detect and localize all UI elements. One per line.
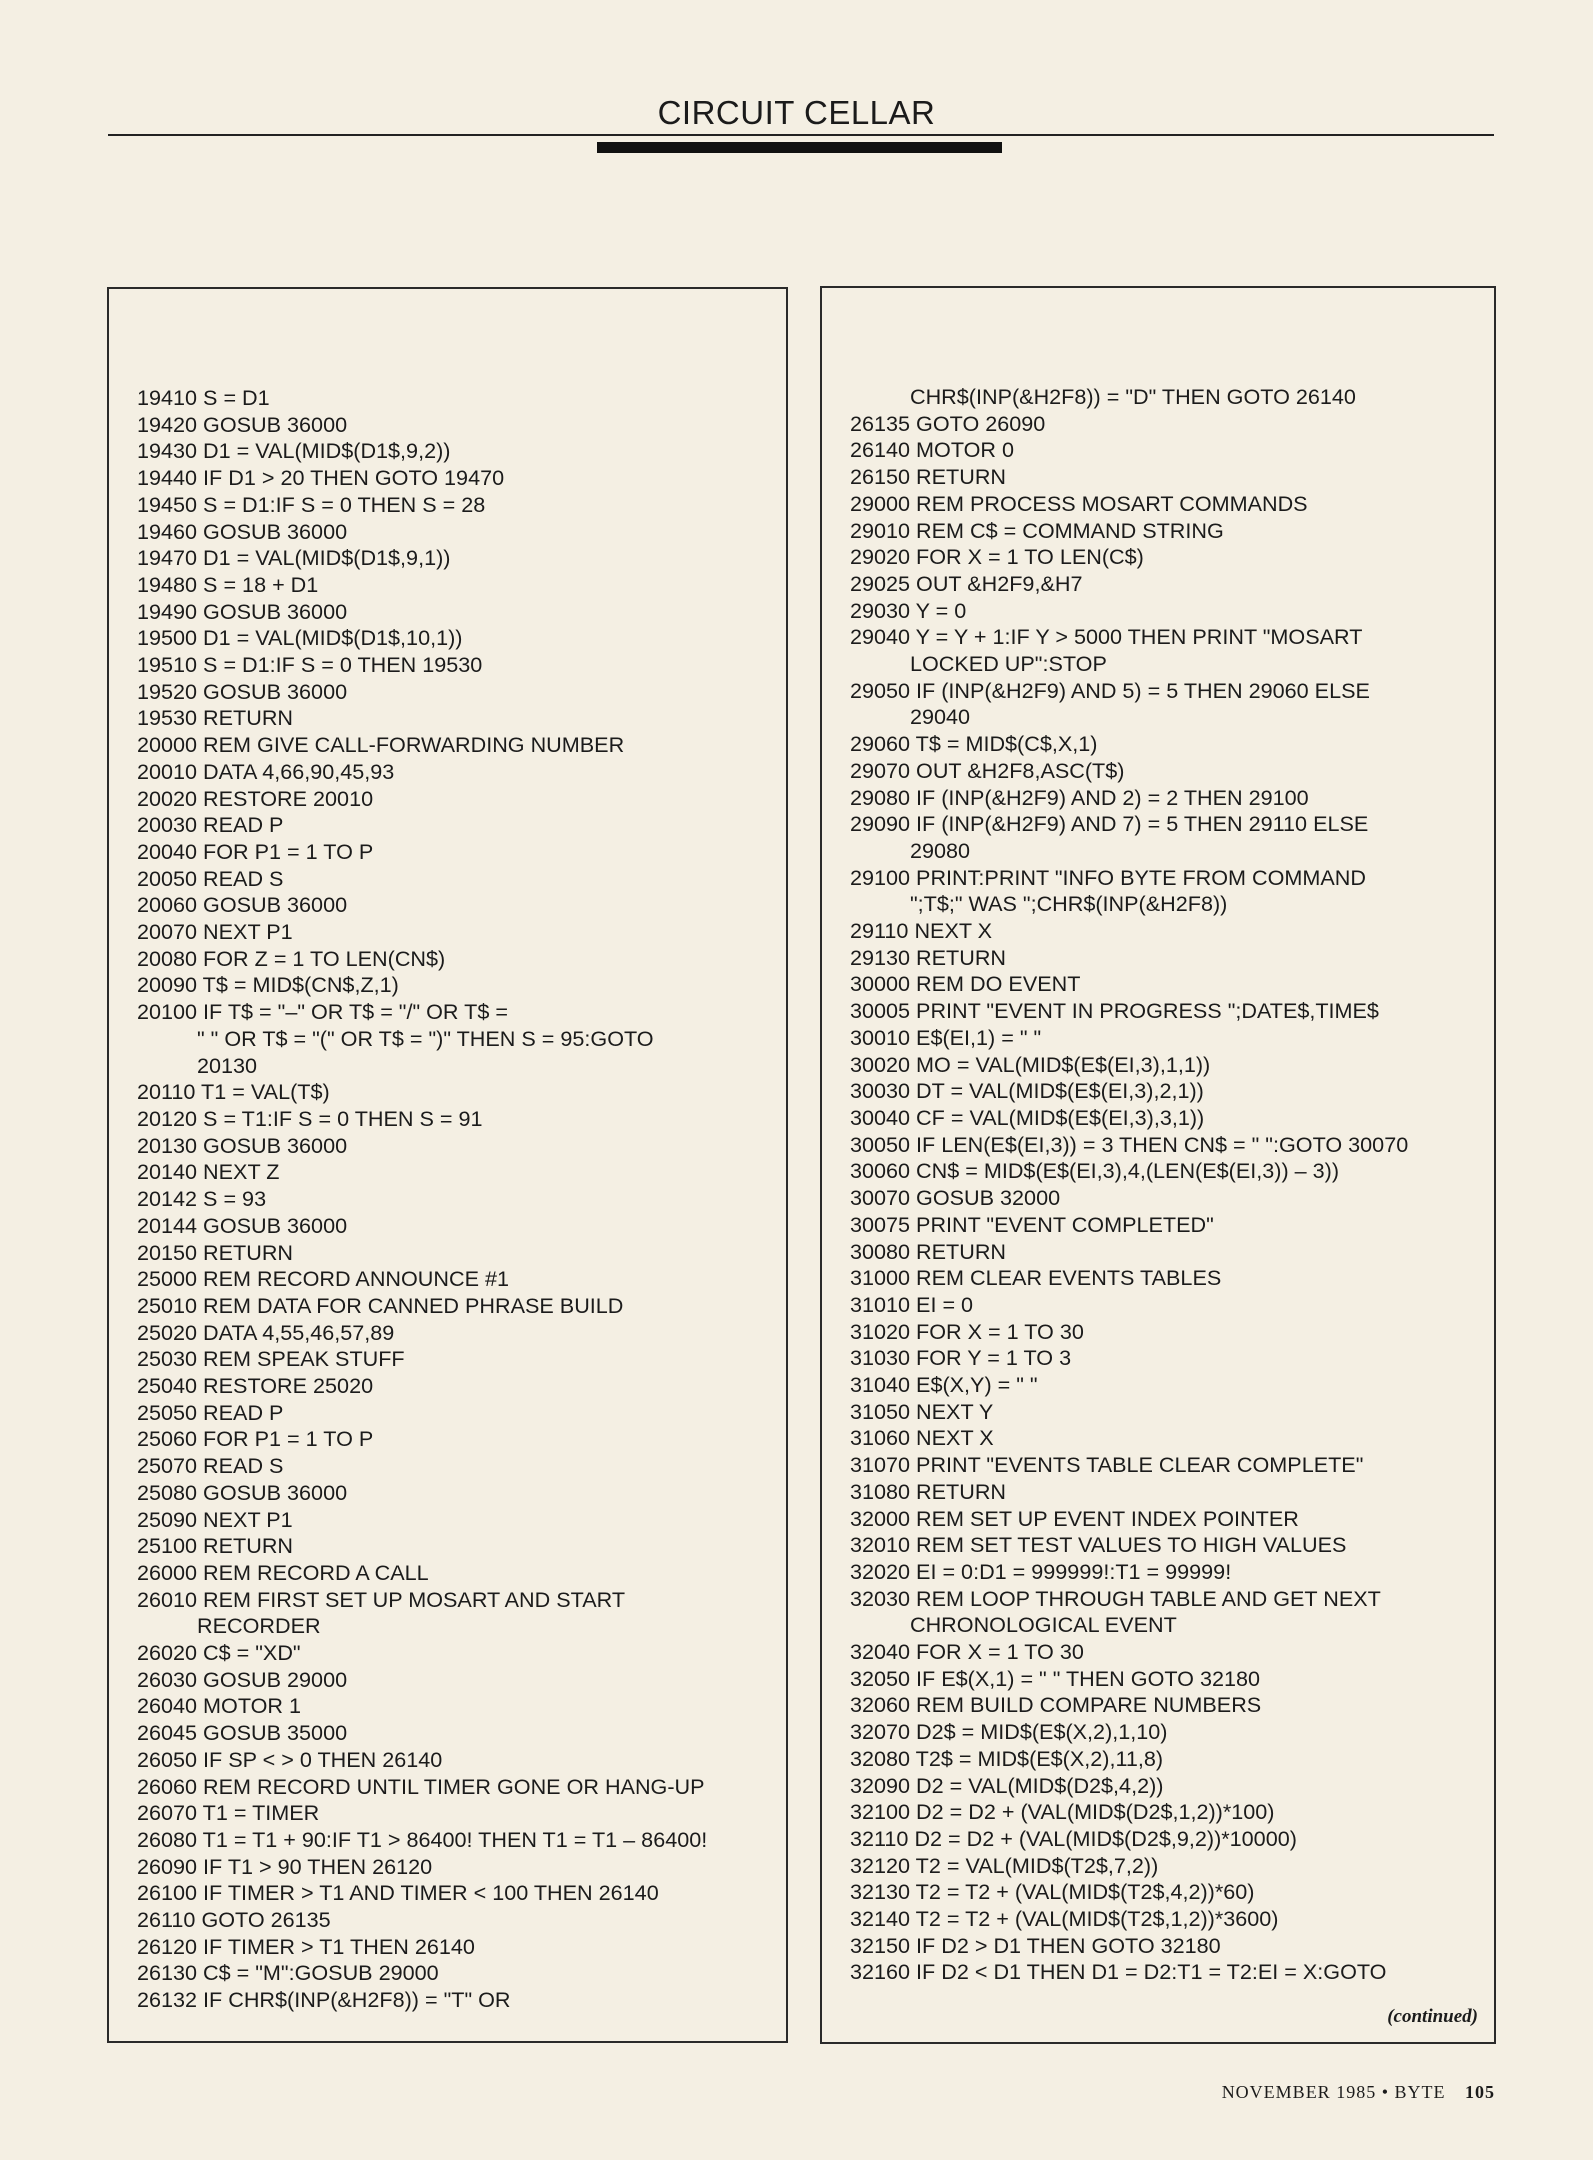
code-line: 29080 <box>850 837 971 863</box>
issue-label: NOVEMBER 1985 • BYTE <box>1221 2082 1446 2102</box>
code-line: 30000 REM DO EVENT <box>850 971 1081 997</box>
code-line: 26045 GOSUB 35000 <box>137 1720 348 1746</box>
code-line: 30040 CF = VAL(MID$(E$(EI,3),3,1)) <box>850 1104 1205 1130</box>
code-line: 20010 DATA 4,66,90,45,93 <box>137 758 395 784</box>
code-line: 25020 DATA 4,55,46,57,89 <box>137 1319 395 1345</box>
code-line: 29070 OUT &H2F8,ASC(T$) <box>850 757 1125 783</box>
code-line: 29130 RETURN <box>850 944 1007 970</box>
code-lines-right <box>850 384 1484 1986</box>
code-line: ";T$;" WAS ";CHR$(INP(&H2F8)) <box>850 891 1228 917</box>
code-line: 30020 MO = VAL(MID$(E$(EI,3),1,1)) <box>850 1051 1211 1077</box>
code-line: CHRONOLOGICAL EVENT <box>850 1612 1177 1638</box>
code-line: 31060 NEXT X <box>850 1425 994 1451</box>
code-line: 32120 T2 = VAL(MID$(T2$,7,2)) <box>850 1852 1159 1878</box>
code-line: 26100 IF TIMER > T1 AND TIMER < 100 THEN 26140 <box>137 1880 659 1906</box>
code-line: 32140 T2 = T2 + (VAL(MID$(T2$,1,2))*3600) <box>850 1906 1279 1932</box>
code-line: 25060 FOR P1 = 1 TO P <box>137 1426 374 1452</box>
code-line: 19470 D1 = VAL(MID$(D1$,9,1)) <box>137 545 451 571</box>
code-line: 32110 D2 = D2 + (VAL(MID$(D2$,9,2))*10000) <box>850 1825 1297 1851</box>
code-line: 29090 IF (INP(&H2F9) AND 7) = 5 THEN 29110 ELSE <box>850 811 1369 837</box>
code-line: 26090 IF T1 > 90 THEN 26120 <box>137 1853 433 1879</box>
code-line: 20060 GOSUB 36000 <box>137 892 348 918</box>
code-line: 32060 REM BUILD COMPARE NUMBERS <box>850 1692 1262 1718</box>
code-line: 31050 NEXT Y <box>850 1398 994 1424</box>
code-line: 25050 READ P <box>137 1399 284 1425</box>
code-line: 29000 REM PROCESS MOSART COMMANDS <box>850 490 1308 516</box>
code-line: 20120 S = T1:IF S = 0 THEN S = 91 <box>137 1105 483 1131</box>
code-line: 32100 D2 = D2 + (VAL(MID$(D2$,1,2))*100) <box>850 1799 1275 1825</box>
code-line: 26050 IF SP < > 0 THEN 26140 <box>137 1746 443 1772</box>
code-line: 26060 REM RECORD UNTIL TIMER GONE OR HANG-UP <box>137 1773 705 1799</box>
code-line: 25010 REM DATA FOR CANNED PHRASE BUILD <box>137 1292 624 1318</box>
code-line: 25030 REM SPEAK STUFF <box>137 1346 405 1372</box>
code-line: 31070 PRINT "EVENTS TABLE CLEAR COMPLETE" <box>850 1452 1364 1478</box>
code-line: 25080 GOSUB 36000 <box>137 1479 348 1505</box>
code-line: 32010 REM SET TEST VALUES TO HIGH VALUES <box>850 1532 1347 1558</box>
page-footer <box>1222 2082 1495 2103</box>
code-line: 26130 C$ = "M":GOSUB 29000 <box>137 1960 439 1986</box>
code-line: 30075 PRINT "EVENT COMPLETED" <box>850 1211 1214 1237</box>
code-line: 19490 GOSUB 36000 <box>137 598 348 624</box>
code-line: 20144 GOSUB 36000 <box>137 1212 348 1238</box>
code-line: 29060 T$ = MID$(C$,X,1) <box>850 731 1098 757</box>
code-line: 19430 D1 = VAL(MID$(D1$,9,2)) <box>137 438 451 464</box>
code-line: 29050 IF (INP(&H2F9) AND 5) = 5 THEN 29060 ELSE <box>850 677 1370 703</box>
code-line: RECORDER <box>137 1613 321 1639</box>
code-line: 29080 IF (INP(&H2F9) AND 2) = 2 THEN 29100 <box>850 784 1309 810</box>
code-line: 26040 MOTOR 1 <box>137 1693 302 1719</box>
code-line: 31030 FOR Y = 1 TO 3 <box>850 1345 1072 1371</box>
code-line: 20080 FOR Z = 1 TO LEN(CN$) <box>137 945 446 971</box>
code-line: 20142 S = 93 <box>137 1186 267 1212</box>
code-line: 32090 D2 = VAL(MID$(D2$,4,2)) <box>850 1772 1164 1798</box>
code-line: 20100 IF T$ = "–" OR T$ = "/" OR T$ = <box>137 999 508 1025</box>
code-line: 32020 EI = 0:D1 = 999999!:T1 = 99999! <box>850 1558 1232 1584</box>
continued-label: (continued) <box>1387 2006 1478 2027</box>
code-line: 30005 PRINT "EVENT IN PROGRESS ";DATE$,TIME$ <box>850 998 1379 1024</box>
code-line: 20130 <box>137 1052 258 1078</box>
code-line: 20130 GOSUB 36000 <box>137 1132 348 1158</box>
code-line: 20090 T$ = MID$(CN$,Z,1) <box>137 972 399 998</box>
code-line: 25070 READ S <box>137 1453 284 1479</box>
code-line: 29100 PRINT:PRINT "INFO BYTE FROM COMMAND <box>850 864 1366 890</box>
code-line: 29025 OUT &H2F9,&H7 <box>850 570 1083 596</box>
code-line: 29010 REM C$ = COMMAND STRING <box>850 517 1224 543</box>
section-title: CIRCUIT CELLAR <box>657 94 936 131</box>
code-line: 31010 EI = 0 <box>850 1291 974 1317</box>
code-line: 32080 T2$ = MID$(E$(X,2),11,8) <box>850 1745 1164 1771</box>
code-line: 19460 GOSUB 36000 <box>137 518 348 544</box>
code-listing-left <box>107 287 788 2043</box>
code-line: 26010 REM FIRST SET UP MOSART AND START <box>137 1586 626 1612</box>
code-line: 20030 READ P <box>137 812 284 838</box>
code-line: 19510 S = D1:IF S = 0 THEN 19530 <box>137 652 483 678</box>
code-line: 30010 E$(EI,1) = " " <box>850 1024 1042 1050</box>
code-line: 30060 CN$ = MID$(E$(EI,3),4,(LEN(E$(EI,3)) – 3)) <box>850 1158 1340 1184</box>
code-line: 25000 REM RECORD ANNOUNCE #1 <box>137 1266 510 1292</box>
code-line: 29030 Y = 0 <box>850 597 967 623</box>
code-line: 29110 NEXT X <box>850 918 993 944</box>
header-rule <box>108 134 1494 136</box>
code-line: 26135 GOTO 26090 <box>850 410 1046 436</box>
code-line: LOCKED UP":STOP <box>850 651 1107 677</box>
code-line: " " OR T$ = "(" OR T$ = ")" THEN S = 95:GOTO <box>137 1025 654 1051</box>
code-line: 20040 FOR P1 = 1 TO P <box>137 838 374 864</box>
code-line: 20000 REM GIVE CALL-FORWARDING NUMBER <box>137 732 625 758</box>
code-line: 30030 DT = VAL(MID$(E$(EI,3),2,1)) <box>850 1078 1204 1104</box>
code-line: 20050 READ S <box>137 865 284 891</box>
code-line: 26000 REM RECORD A CALL <box>137 1559 429 1585</box>
code-line: 19450 S = D1:IF S = 0 THEN S = 28 <box>137 491 486 517</box>
code-line: 26080 T1 = T1 + 90:IF T1 > 86400! THEN T1 = T1 – 86400! <box>137 1826 708 1852</box>
code-line: 32130 T2 = T2 + (VAL(MID$(T2$,4,2))*60) <box>850 1879 1255 1905</box>
page-number: 105 <box>1465 2082 1495 2102</box>
code-line: 19480 S = 18 + D1 <box>137 571 319 597</box>
code-line: 29040 Y = Y + 1:IF Y > 5000 THEN PRINT "MOSART <box>850 624 1363 650</box>
code-line: 30070 GOSUB 32000 <box>850 1185 1061 1211</box>
code-line: 31080 RETURN <box>850 1478 1007 1504</box>
code-line: 32000 REM SET UP EVENT INDEX POINTER <box>850 1505 1299 1531</box>
code-line: 26070 T1 = TIMER <box>137 1800 320 1826</box>
code-line: 19500 D1 = VAL(MID$(D1$,10,1)) <box>137 625 463 651</box>
code-line: 26110 GOTO 26135 <box>137 1907 331 1933</box>
code-line: 31020 FOR X = 1 TO 30 <box>850 1318 1084 1344</box>
code-line: 20150 RETURN <box>137 1239 294 1265</box>
code-line: 19410 S = D1 <box>137 385 270 410</box>
code-listing-right <box>820 286 1496 2044</box>
code-line: 19530 RETURN <box>137 705 294 731</box>
code-line: 32160 IF D2 < D1 THEN D1 = D2:T1 = T2:EI = X:GOTO <box>850 1959 1387 1985</box>
code-line: 20070 NEXT P1 <box>137 919 293 945</box>
code-line: 19420 GOSUB 36000 <box>137 411 348 437</box>
code-line: CHR$(INP(&H2F8)) = "D" THEN GOTO 26140 <box>850 384 1356 409</box>
code-line: 26132 IF CHR$(INP(&H2F8)) = "T" OR <box>137 1987 511 2013</box>
code-line: 20110 T1 = VAL(T$) <box>137 1079 330 1105</box>
code-lines-left <box>137 385 776 2014</box>
code-line: 19520 GOSUB 36000 <box>137 678 348 704</box>
code-line: 25090 NEXT P1 <box>137 1506 293 1532</box>
code-line: 29040 <box>850 704 971 730</box>
code-line: 20020 RESTORE 20010 <box>137 785 374 811</box>
code-line: 31000 REM CLEAR EVENTS TABLES <box>850 1265 1222 1291</box>
code-line: 26140 MOTOR 0 <box>850 437 1015 463</box>
code-line: 19440 IF D1 > 20 THEN GOTO 19470 <box>137 465 505 491</box>
code-line: 26020 C$ = "XD" <box>137 1640 301 1666</box>
code-line: 32070 D2$ = MID$(E$(X,2),1,10) <box>850 1719 1168 1745</box>
code-line: 32050 IF E$(X,1) = " " THEN GOTO 32180 <box>850 1665 1261 1691</box>
code-line: 30080 RETURN <box>850 1238 1007 1264</box>
code-line: 30050 IF LEN(E$(EI,3)) = 3 THEN CN$ = " ":GOTO 30070 <box>850 1131 1409 1157</box>
code-line: 29020 FOR X = 1 TO LEN(C$) <box>850 544 1144 570</box>
code-line: 31040 E$(X,Y) = " " <box>850 1372 1038 1398</box>
code-line: 32040 FOR X = 1 TO 30 <box>850 1639 1084 1665</box>
code-line: 26120 IF TIMER > T1 THEN 26140 <box>137 1933 475 1959</box>
code-line: 25100 RETURN <box>137 1533 294 1559</box>
code-line: 32150 IF D2 > D1 THEN GOTO 32180 <box>850 1932 1221 1958</box>
header-accent-bar <box>597 142 1002 153</box>
code-line: 25040 RESTORE 25020 <box>137 1373 374 1399</box>
code-line: 20140 NEXT Z <box>137 1159 280 1185</box>
code-line: 32030 REM LOOP THROUGH TABLE AND GET NEXT <box>850 1585 1381 1611</box>
code-line: 26030 GOSUB 29000 <box>137 1666 348 1692</box>
code-line: 26150 RETURN <box>850 464 1007 490</box>
